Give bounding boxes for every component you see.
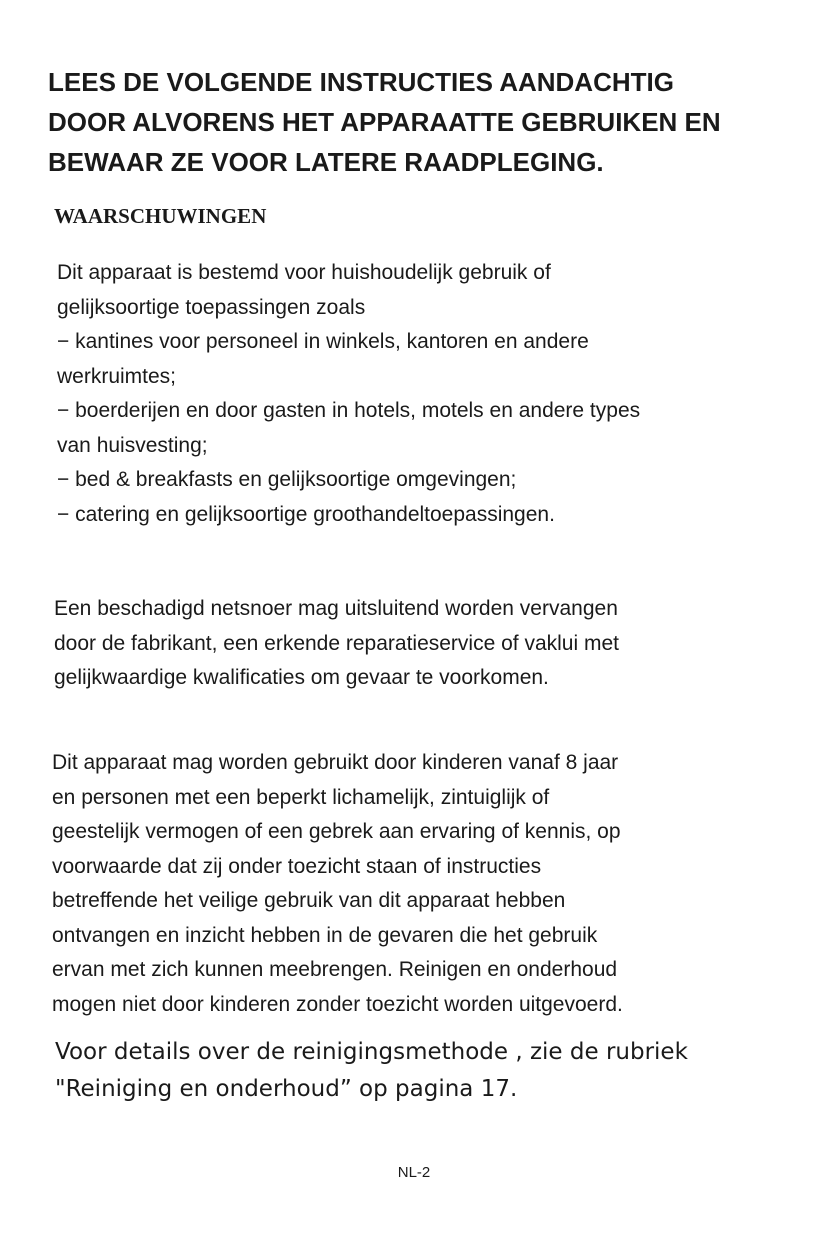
list-item: − boerderijen en door gasten in hotels, motels en andere types (57, 399, 641, 422)
power-cord-paragraph (54, 592, 619, 696)
paragraph-line: betreffende het veilige gebruik van dit apparaat hebben (52, 889, 566, 912)
heading-line: DOOR ALVORENS HET APPARAATTE GEBRUIKEN EN (48, 107, 721, 137)
cleaning-reference-paragraph (55, 1034, 688, 1108)
paragraph-line: werkruimtes; (57, 364, 177, 388)
paragraph-line: Dit apparaat is bestemd voor huishoudelijk gebruik of (57, 261, 551, 284)
list-item: − bed & breakfasts en gelijksoortige omgevingen; (57, 468, 517, 491)
paragraph-line: ontvangen en inzicht hebben in de gevaren die het gebruik (52, 923, 598, 947)
paragraph-line: en personen met een beperkt lichamelijk, zintuiglijk of (52, 785, 550, 809)
paragraph-line: van huisvesting; (57, 433, 208, 457)
paragraph-line: Voor details over de reinigingsmethode , zie de rubriek (55, 1039, 688, 1065)
list-item: − catering en gelijksoortige groothandeltoepassingen. (57, 502, 555, 526)
paragraph-line: Een beschadigd netsnoer mag uitsluitend worden vervangen (54, 597, 618, 620)
paragraph-line: door de fabrikant, een erkende reparatieservice of vaklui met (54, 631, 619, 655)
intended-use-paragraph (57, 256, 640, 532)
paragraph-line: "Reiniging en onderhoud” op pagina 17. (55, 1076, 518, 1102)
heading-line: BEWAAR ZE VOOR LATERE RAADPLEGING. (48, 147, 604, 177)
heading-line: LEES DE VOLGENDE INSTRUCTIES AANDACHTIG (48, 67, 674, 97)
paragraph-line: geestelijk vermogen of een gebrek aan ervaring of kennis, op (52, 820, 621, 843)
page-number: NL-2 (397, 1164, 431, 1181)
paragraph-line: Dit apparaat mag worden gebruikt door kinderen vanaf 8 jaar (52, 751, 619, 774)
paragraph-line: mogen niet door kinderen zonder toezicht worden uitgevoerd. (52, 992, 623, 1016)
paragraph-line: voorwaarde dat zij onder toezicht staan of instructies (52, 854, 542, 878)
warnings-title: WAARSCHUWINGEN (54, 204, 267, 228)
children-safety-paragraph (52, 746, 623, 1022)
list-item: − kantines voor personeel in winkels, kantoren en andere (57, 330, 589, 353)
page-heading (48, 62, 808, 182)
paragraph-line: gelijkwaardige kwalificaties om gevaar te voorkomen. (54, 666, 549, 689)
paragraph-line: gelijksoortige toepassingen zoals (57, 295, 366, 319)
paragraph-line: ervan met zich kunnen meebrengen. Reinigen en onderhoud (52, 958, 618, 981)
